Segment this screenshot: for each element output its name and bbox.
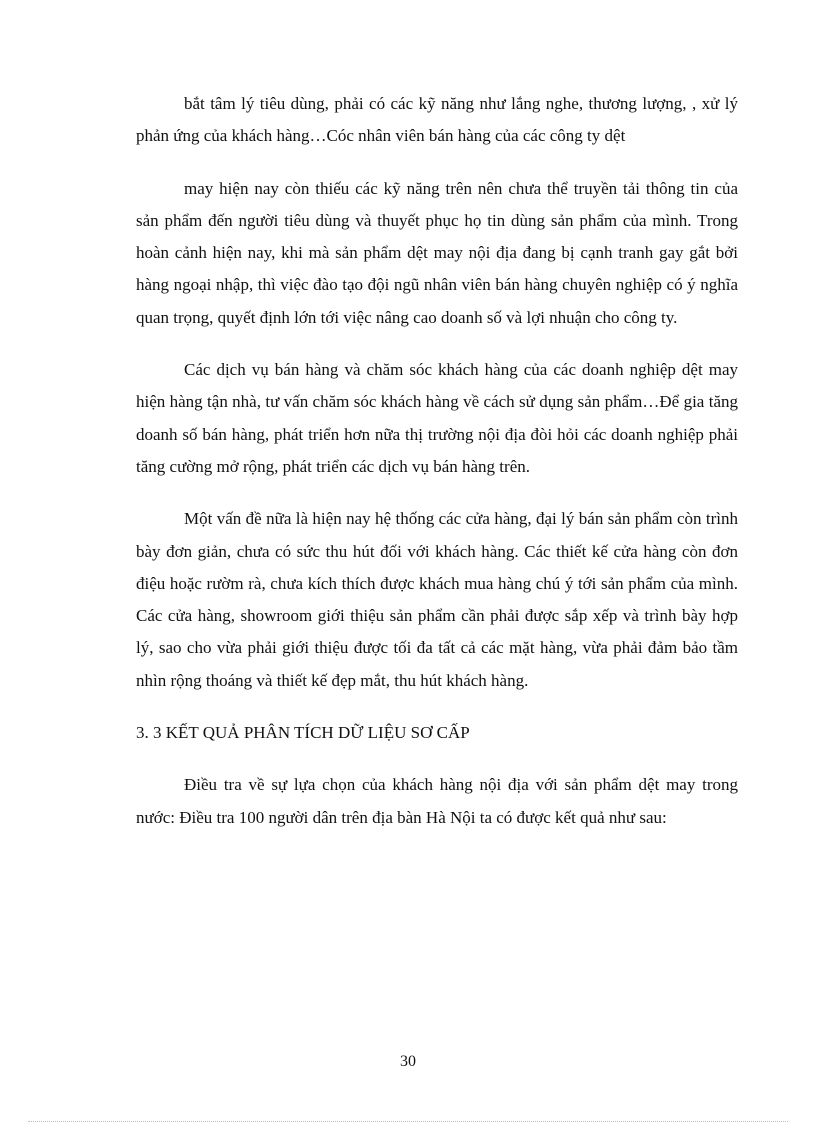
footer-divider (28, 1121, 788, 1122)
section-heading: 3. 3 KẾT QUẢ PHÂN TÍCH DỮ LIỆU SƠ CẤP (136, 723, 470, 743)
paragraph-5: Điều tra về sự lựa chọn của khách hàng nội địa với sản phẩm dệt may trong nước: Điều tra 100 người dân trên địa bàn Hà Nội ta có được kết quả như sau: (136, 775, 738, 827)
page-content (136, 88, 738, 854)
page-number: 30 (400, 1053, 416, 1070)
paragraph-3: Các dịch vụ bán hàng và chăm sóc khách hàng của các doanh nghiệp dệt may hiện hàng tận nhà, tư vấn chăm sóc khách hàng về cách sử dụng sản phẩm…Để gia tăng doanh số bán hàng, phát triển hơn nữa thị trường nội địa đòi hỏi các doanh nghiệp phải tăng cường mở rộng, phát triển các dịch vụ bán hàng trên. (136, 360, 738, 476)
paragraph-2: may hiện nay còn thiếu các kỹ năng trên nên chưa thể truyền tải thông tin của sản phẩm đến người tiêu dùng và thuyết phục họ tin dùng sản phẩm của mình. Trong hoàn cảnh hiện nay, khi mà sản phẩm dệt may nội địa đang bị cạnh tranh gay gắt bởi hàng ngoại nhập, thì việc đào tạo đội ngũ nhân viên bán hàng chuyên nghiệp có ý nghĩa quan trọng, quyết định lớn tới việc nâng cao doanh số và lợi nhuận cho công ty. (136, 178, 738, 327)
paragraph-1: bắt tâm lý tiêu dùng, phải có các kỹ năng như lắng nghe, thương lượng, , xử lý phản ứng của khách hàng…Cóc nhân viên bán hàng của các công ty dệt (136, 94, 738, 146)
paragraph-4: Một vấn đề nữa là hiện nay hệ thống các cửa hàng, đại lý bán sản phẩm còn trình bày đơn giản, chưa có sức thu hút đối với khách hàng. Các thiết kế cửa hàng còn đơn điệu hoặc rườm rà, chưa kích thích được khách mua hàng chú ý tới sản phẩm của mình. Các cửa hàng, showroom giới thiệu sản phẩm cần phải được sắp xếp và trình bày hợp lý, sao cho vừa phải giới thiệu được tối đa tất cả các mặt hàng, vừa phải đảm bảo tầm nhìn rộng thoáng và thiết kế đẹp mắt, thu hút khách hàng. (136, 509, 738, 690)
